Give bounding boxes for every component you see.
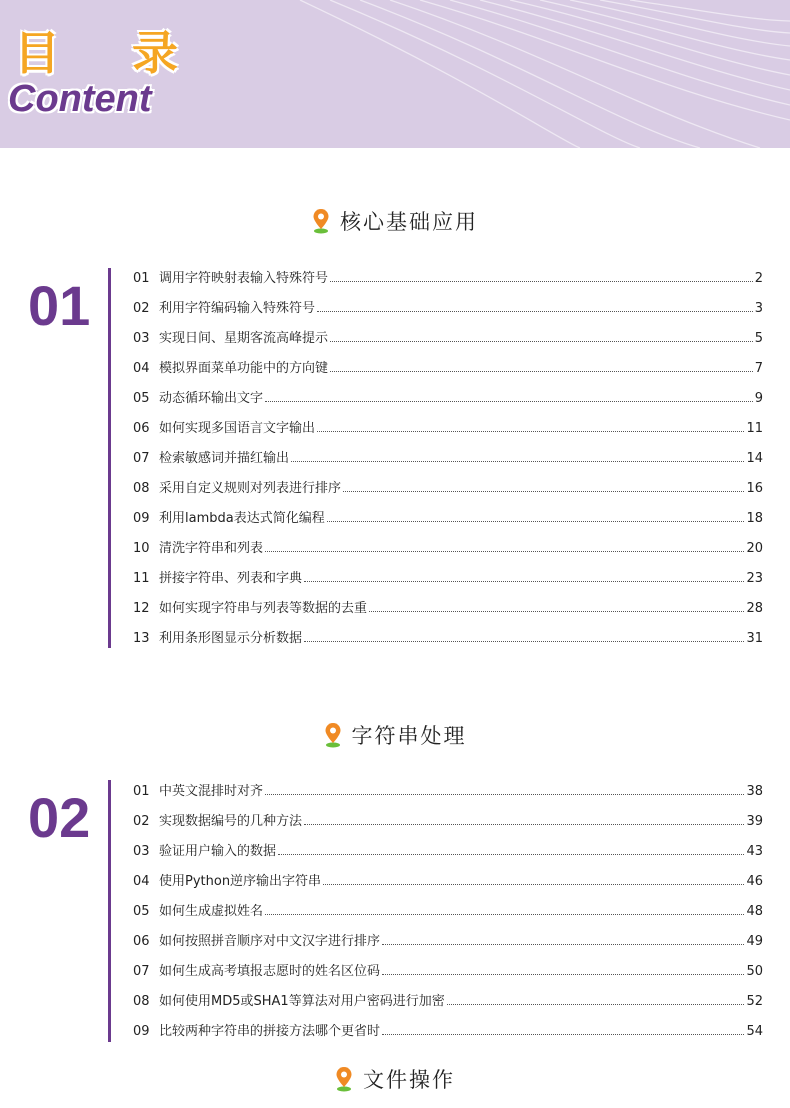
toc-entry-title: 清洗字符串和列表 xyxy=(159,541,264,556)
toc-entry[interactable] xyxy=(133,629,763,659)
toc-entry-number: 04 xyxy=(133,361,150,376)
toc-entry-number: 05 xyxy=(133,904,150,919)
toc-entry[interactable] xyxy=(133,389,763,419)
toc-entry-page: 39 xyxy=(746,814,763,829)
toc-entry-page: 28 xyxy=(746,601,763,616)
section-3-heading xyxy=(0,1064,790,1094)
toc-entry-page: 5 xyxy=(754,331,763,346)
toc-entry-page: 50 xyxy=(746,964,763,979)
toc-entry[interactable] xyxy=(133,812,763,842)
toc-entry-title: 如何按照拼音顺序对中文汉字进行排序 xyxy=(159,934,381,949)
toc-entry[interactable] xyxy=(133,992,763,1022)
toc-entry-title: 如何使用MD5或SHA1等算法对用户密码进行加密 xyxy=(159,994,445,1009)
toc-entry-title: 验证用户输入的数据 xyxy=(159,844,277,859)
toc-entry-title: 采用自定义规则对列表进行排序 xyxy=(159,481,342,496)
toc-entry-number: 06 xyxy=(133,421,150,436)
toc-entry-title: 如何实现字符串与列表等数据的去重 xyxy=(159,601,368,616)
toc-leader-dots xyxy=(382,933,744,945)
toc-entry-number: 12 xyxy=(133,601,150,616)
toc-entry[interactable] xyxy=(133,359,763,389)
toc-entry-title: 模拟界面菜单功能中的方向键 xyxy=(159,361,329,376)
toc-entry-page: 9 xyxy=(754,391,763,406)
toc-entry-number: 13 xyxy=(133,631,150,646)
toc-entry[interactable] xyxy=(133,419,763,449)
toc-entry-title: 实现日间、星期客流高峰提示 xyxy=(159,331,329,346)
toc-leader-dots xyxy=(265,903,744,915)
toc-entry-number: 04 xyxy=(133,874,150,889)
toc-entry-page: 46 xyxy=(746,874,763,889)
toc-leader-dots xyxy=(382,1023,744,1035)
toc-entry-page: 16 xyxy=(746,481,763,496)
toc-leader-dots xyxy=(323,873,744,885)
toc-entry-page: 38 xyxy=(746,784,763,799)
toc-entry-title: 利用条形图显示分析数据 xyxy=(159,631,303,646)
section-3-title: 文件操作 xyxy=(363,1068,455,1092)
toc-leader-dots xyxy=(304,813,744,825)
toc-entry-title: 如何生成高考填报志愿时的姓名区位码 xyxy=(159,964,381,979)
toc-entry-page: 20 xyxy=(746,541,763,556)
toc-entry[interactable] xyxy=(133,299,763,329)
toc-entry[interactable] xyxy=(133,962,763,992)
toc-entry-number: 09 xyxy=(133,1024,150,1039)
toc-leader-dots xyxy=(343,480,744,492)
toc-entry-number: 03 xyxy=(133,331,150,346)
toc-entry-title: 实现数据编号的几种方法 xyxy=(159,814,303,829)
toc-leader-dots xyxy=(265,390,753,402)
section-1-title: 核心基础应用 xyxy=(340,210,478,234)
toc-entry-title: 中英文混排时对齐 xyxy=(159,784,264,799)
section-1-toc-list xyxy=(133,269,763,659)
toc-entry-number: 07 xyxy=(133,451,150,466)
toc-entry-number: 09 xyxy=(133,511,150,526)
toc-entry[interactable] xyxy=(133,872,763,902)
toc-entry-number: 01 xyxy=(133,784,150,799)
section-2-heading xyxy=(0,720,790,750)
toc-leader-dots xyxy=(330,360,753,372)
toc-entry-page: 43 xyxy=(746,844,763,859)
toc-entry-page: 49 xyxy=(746,934,763,949)
toc-entry-page: 11 xyxy=(746,421,763,436)
toc-entry-number: 02 xyxy=(133,814,150,829)
page-title-chinese: 目 录 xyxy=(14,26,207,80)
toc-entry[interactable] xyxy=(133,509,763,539)
toc-entry-number: 03 xyxy=(133,844,150,859)
toc-entry-page: 14 xyxy=(746,451,763,466)
toc-leader-dots xyxy=(278,843,744,855)
toc-leader-dots xyxy=(382,963,744,975)
toc-entry[interactable] xyxy=(133,782,763,812)
toc-leader-dots xyxy=(369,600,744,612)
toc-entry-page: 18 xyxy=(746,511,763,526)
header-banner xyxy=(0,0,790,148)
toc-entry[interactable] xyxy=(133,329,763,359)
toc-entry[interactable] xyxy=(133,449,763,479)
toc-entry-page: 2 xyxy=(754,271,763,286)
location-pin-icon xyxy=(335,1066,353,1092)
section-2-toc-list xyxy=(133,782,763,1052)
toc-entry-number: 11 xyxy=(133,571,150,586)
toc-entry-page: 48 xyxy=(746,904,763,919)
toc-entry-title: 利用lambda表达式简化编程 xyxy=(159,511,325,526)
toc-entry-number: 01 xyxy=(133,271,150,286)
toc-entry[interactable] xyxy=(133,479,763,509)
section-1-heading xyxy=(0,206,790,236)
toc-entry[interactable] xyxy=(133,569,763,599)
toc-entry[interactable] xyxy=(133,842,763,872)
location-pin-icon xyxy=(312,208,330,234)
toc-entry[interactable] xyxy=(133,269,763,299)
toc-entry-title: 如何实现多国语言文字输出 xyxy=(159,421,316,436)
toc-leader-dots xyxy=(265,783,744,795)
toc-leader-dots xyxy=(327,510,745,522)
toc-leader-dots xyxy=(330,270,753,282)
toc-entry-title: 如何生成虚拟姓名 xyxy=(159,904,264,919)
toc-entry-title: 动态循环输出文字 xyxy=(159,391,264,406)
toc-entry-title: 使用Python逆序输出字符串 xyxy=(159,874,322,889)
toc-leader-dots xyxy=(291,450,744,462)
toc-entry-page: 52 xyxy=(746,994,763,1009)
toc-entry[interactable] xyxy=(133,932,763,962)
toc-entry-title: 检索敏感词并描红输出 xyxy=(159,451,290,466)
section-1-divider xyxy=(108,268,111,648)
toc-entry-title: 拼接字符串、列表和字典 xyxy=(159,571,303,586)
toc-entry-number: 08 xyxy=(133,481,150,496)
toc-leader-dots xyxy=(304,630,744,642)
toc-leader-dots xyxy=(265,540,744,552)
toc-entry-title: 比较两种字符串的拼接方法哪个更省时 xyxy=(159,1024,381,1039)
toc-entry-page: 31 xyxy=(746,631,763,646)
section-2-number: 02 xyxy=(28,786,91,849)
toc-entry[interactable] xyxy=(133,1022,763,1052)
toc-entry-number: 05 xyxy=(133,391,150,406)
toc-entry-page: 7 xyxy=(754,361,763,376)
toc-leader-dots xyxy=(304,570,744,582)
toc-entry[interactable] xyxy=(133,539,763,569)
toc-leader-dots xyxy=(330,330,753,342)
toc-entry-page: 23 xyxy=(746,571,763,586)
toc-entry-title: 利用字符编码输入特殊符号 xyxy=(159,301,316,316)
toc-entry[interactable] xyxy=(133,599,763,629)
toc-entry-number: 10 xyxy=(133,541,150,556)
toc-entry-number: 07 xyxy=(133,964,150,979)
location-pin-icon xyxy=(324,722,342,748)
toc-entry[interactable] xyxy=(133,902,763,932)
section-1-number: 01 xyxy=(28,274,91,337)
toc-entry-number: 02 xyxy=(133,301,150,316)
toc-leader-dots xyxy=(317,420,744,432)
section-2-divider xyxy=(108,780,111,1042)
toc-leader-dots xyxy=(447,993,745,1005)
page-title-english: Content xyxy=(8,78,152,120)
toc-entry-number: 08 xyxy=(133,994,150,1009)
section-2-title: 字符串处理 xyxy=(351,724,467,748)
toc-entry-page: 54 xyxy=(746,1024,763,1039)
toc-entry-title: 调用字符映射表输入特殊符号 xyxy=(159,271,329,286)
toc-entry-page: 3 xyxy=(754,301,763,316)
toc-leader-dots xyxy=(317,300,753,312)
toc-entry-number: 06 xyxy=(133,934,150,949)
